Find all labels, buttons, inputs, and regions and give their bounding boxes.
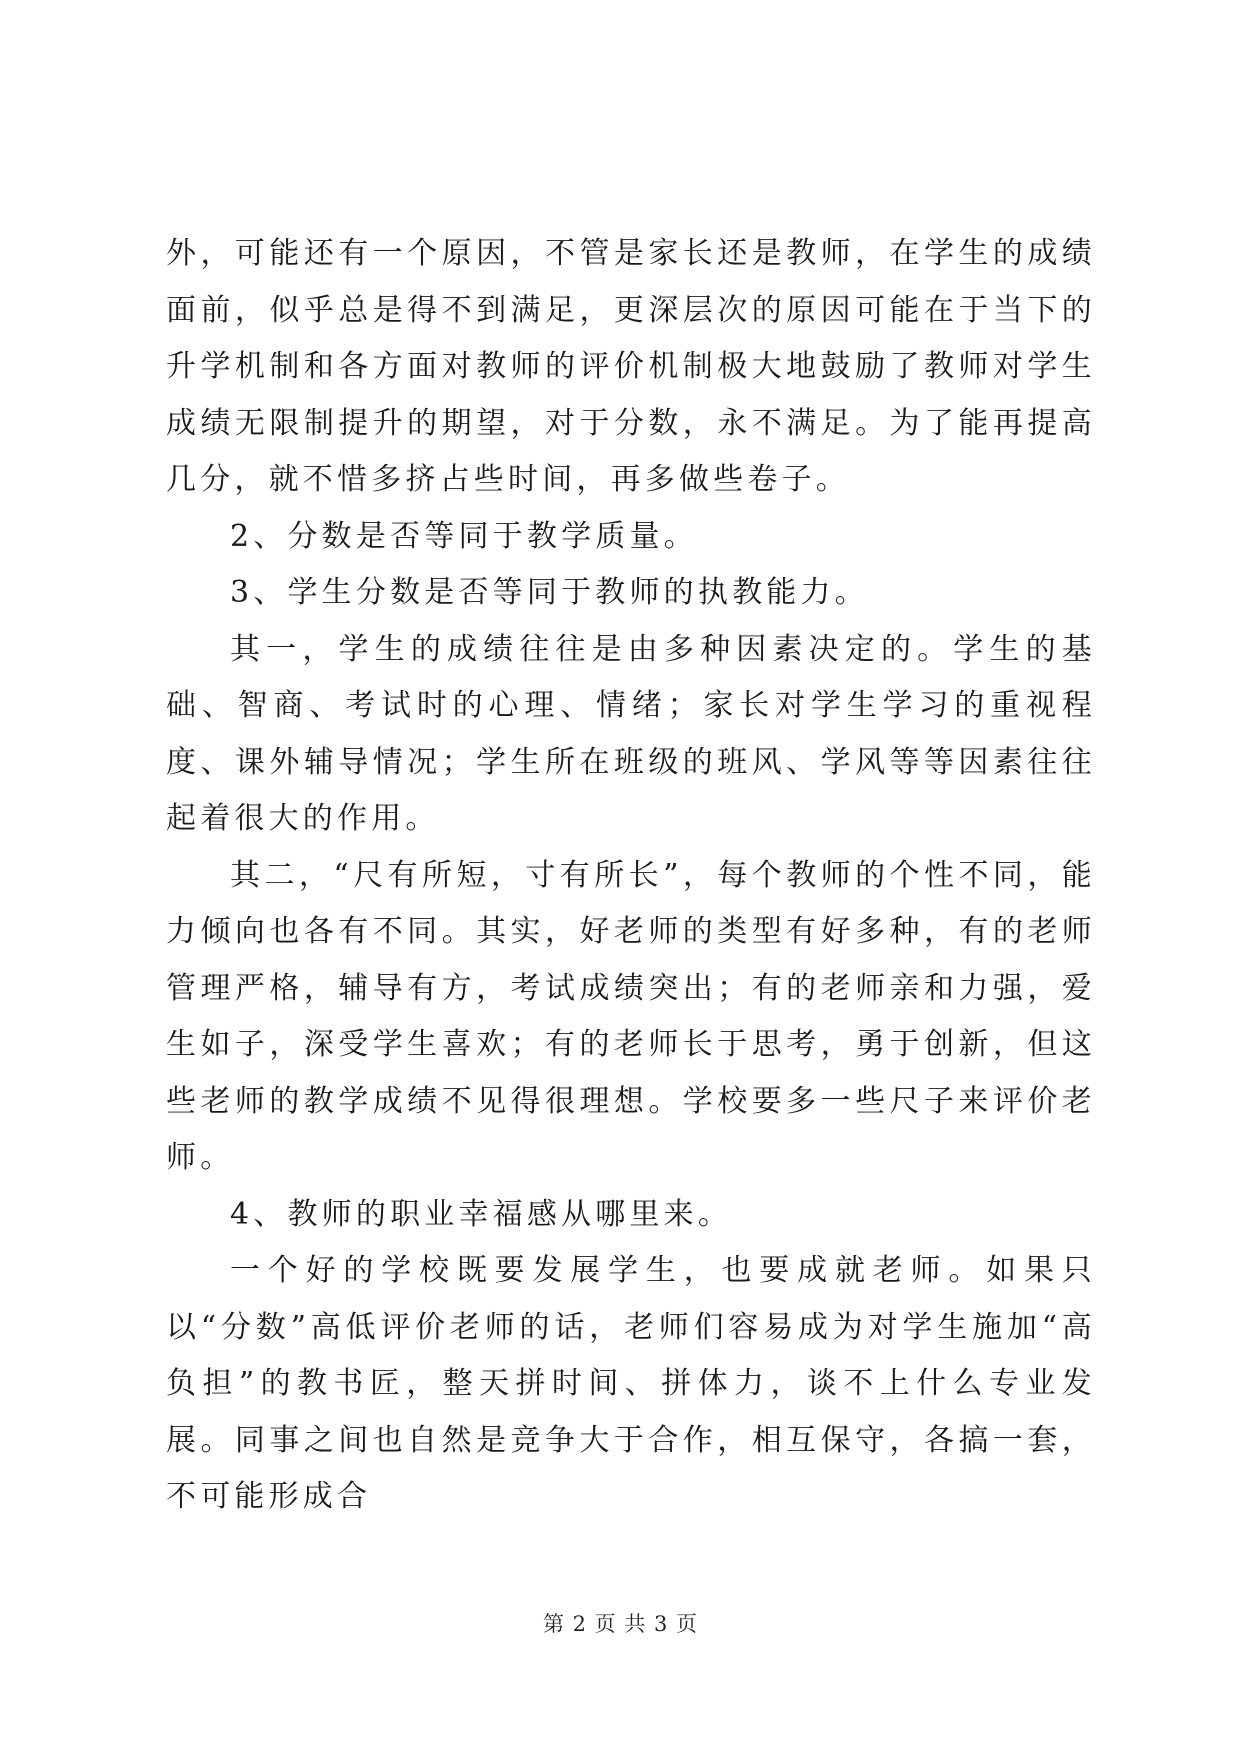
page-number-footer: 第 2 页 共 3 页 (542, 1612, 699, 1636)
paragraph-first-reason: 其一，学生的成绩往往是由多种因素决定的。学生的基础、智商、考试时的心理、情绪；家长对学生学习的重视程度、课外辅导情况；学生所在班级的班风、学风等等因素往往起着很大的作用。 (166, 631, 1096, 836)
document-body (166, 226, 1096, 1526)
paragraph-point-2: 2、分数是否等同于教学质量。 (230, 518, 698, 554)
paragraph-continuation: 外，可能还有一个原因，不管是家长还是教师，在学生的成绩面前，似乎总是得不到满足，更深层次的原因可能在于当下的升学机制和各方面对教师的评价机制极大地鼓励了教师对学生成绩无限制提升的期望，对于分数，永不满足。为了能再提高几分，就不惜多挤占些时间，再多做些卷子。 (166, 236, 1096, 497)
paragraph-second-reason: 其二，“尺有所短，寸有所长”，每个教师的个性不同，能力倾向也各有不同。其实，好老师的类型有好多种，有的老师管理严格，辅导有方，考试成绩突出；有的老师亲和力强，爱生如子，深受学生喜欢；有的老师长于思考，勇于创新，但这些老师的教学成绩不见得很理想。学校要多一些尺子来评价老师。 (166, 857, 1096, 1175)
paragraph-point-3: 3、学生分数是否等同于教师的执教能力。 (230, 575, 869, 610)
paragraph-good-school: 一个好的学校既要发展学生，也要成就老师。如果只以“分数”高低评价老师的话，老师们容易成为对学生施加“高负担”的教书匠，整天拼时间、拼体力，谈不上什么专业发展。同事之间也自然是竞争大于合作，相互保守，各搞一套，不可能形成合 (166, 1253, 1096, 1514)
paragraph-point-4: 4、教师的职业幸福感从哪里来。 (230, 1196, 733, 1232)
